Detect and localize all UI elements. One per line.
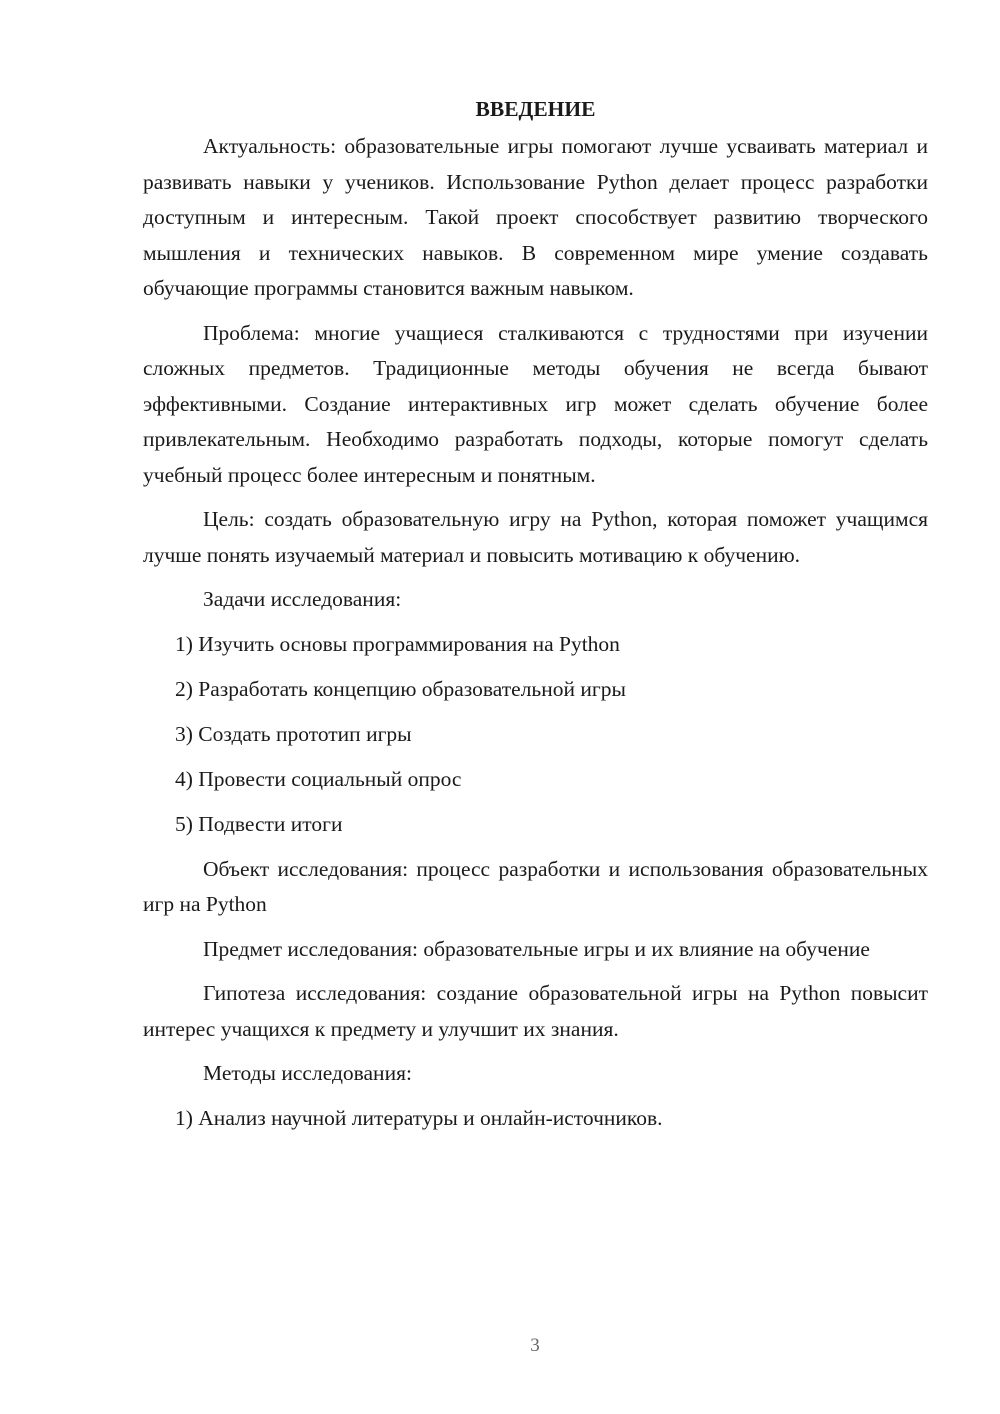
section-title: ВВЕДЕНИЕ [475, 97, 596, 121]
task-item-3: 3) Создать прототип игры [175, 721, 412, 746]
task-item-4: 4) Провести социальный опрос [175, 766, 462, 791]
task-item-1: 1) Изучить основы программирования на Python [175, 631, 620, 656]
task-item-2: 2) Разработать концепцию образовательной игры [175, 676, 626, 701]
tasks-heading: Задачи исследования: [203, 587, 402, 611]
page-number: 3 [530, 1335, 540, 1356]
task-item-5: 5) Подвести итоги [175, 811, 343, 836]
object-paragraph: Объект исследования: процесс разработки и использования образовательных игр на Python [143, 856, 928, 916]
problem-paragraph: Проблема: многие учащиеся сталкиваются с трудностями при изучении сложных предметов. Традиционные методы обучения не всегда бывают эффективными. Создание интерактивных игр может сделать обучение более привлекательным. Необходимо разработать подходы, которые помогут сделать учебный процесс более интересным и понятным. [143, 320, 928, 487]
subject-paragraph: Предмет исследования: образовательные игры и их влияние на обучение [203, 936, 870, 961]
hypothesis-paragraph: Гипотеза исследования: создание образовательной игры на Python повысит интерес учащихся к предмету и улучшит их знания. [143, 981, 928, 1041]
page-content [143, 92, 928, 1146]
method-item-1: 1) Анализ научной литературы и онлайн-источников. [175, 1105, 663, 1130]
goal-paragraph: Цель: создать образовательную игру на Python, которая поможет учащимся лучше понять изучаемый материал и повысить мотивацию к обучению. [143, 507, 928, 567]
methods-heading: Методы исследования: [203, 1061, 412, 1085]
relevance-paragraph: Актуальность: образовательные игры помогают лучше усваивать материал и развивать навыки у учеников. Использование Python делает процесс разработки доступным и интересным. Такой проект способствует развитию творческого мышления и технических навыков. В современном мире умение создавать обучающие программы становится важным навыком. [143, 134, 928, 300]
